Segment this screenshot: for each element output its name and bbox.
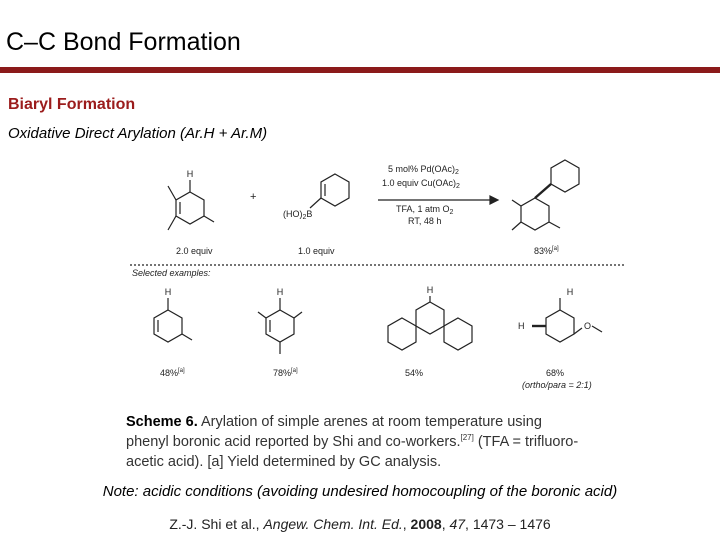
example-3-H: H — [426, 285, 434, 295]
reaction-scheme-figure — [120, 150, 640, 480]
phenylboronic-acid-structure — [310, 174, 349, 208]
example-1-structure — [154, 298, 192, 342]
substrate-H-label: H — [186, 169, 194, 179]
example-3-yield: 54% — [405, 368, 424, 378]
boronic-label: $(HO)_2B$ — [283, 209, 313, 221]
equiv-boronic: 1.0 equiv — [298, 246, 335, 256]
example-4-side-H: H — [518, 321, 525, 331]
caption-line-2: phenyl boronic acid reported by Shi and co-workers.[27] (TFA = trifluoro- — [126, 433, 579, 450]
selected-examples-label: Selected examples: — [132, 268, 211, 278]
slide-title: C–C Bond Formation — [6, 28, 241, 56]
product-biaryl-structure — [512, 160, 579, 230]
equiv-substrate: 2.0 equiv — [176, 246, 213, 256]
example-1-yield: 48%[a] — [160, 368, 185, 378]
plus-sign: + — [250, 191, 257, 203]
ref-pages: , 1473 – 1476 — [465, 516, 551, 532]
section-heading: Biaryl Formation — [8, 96, 136, 113]
ref-sep: , — [402, 516, 411, 532]
caption-line-1: Scheme 6. Arylation of simple arenes at room temperature using — [126, 414, 542, 430]
example-4-yield: 68% — [546, 368, 565, 378]
example-4-anisole-structure — [532, 298, 602, 342]
example-2-structure — [258, 298, 302, 354]
ref-journal: Angew. Chem. Int. Ed. — [263, 516, 403, 532]
substrate-xylene-structure — [168, 180, 214, 230]
example-3-phenanthrene-structure — [388, 296, 472, 350]
condition-time: RT, 48 h — [408, 216, 442, 226]
condition-acid: TFA, 1 atm $O_2$ — [396, 204, 454, 216]
arrow-head — [490, 196, 498, 204]
ref-volume: 47 — [449, 516, 466, 532]
example-1-H: H — [164, 287, 172, 297]
example-2-H: H — [276, 287, 284, 297]
example-4-H: H — [566, 287, 574, 297]
reference-citation — [0, 516, 720, 532]
ref-sep2: , — [441, 516, 450, 532]
main-yield: 83%[a] — [534, 246, 559, 256]
subsection-heading: Oxidative Direct Arylation (Ar.H + Ar.M) — [8, 125, 268, 142]
ref-authors: Z.-J. Shi et al., — [169, 516, 264, 532]
example-2-yield: 78%[a] — [273, 368, 298, 378]
caption-line-3: acetic acid). [a] Yield determined by GC analysis. — [126, 454, 442, 470]
ref-year: 2008 — [410, 516, 442, 532]
condition-catalyst: 5 mol% $Pd(OAc)_2$ — [388, 164, 459, 176]
example-4-O-label: O — [584, 321, 592, 331]
condition-oxidant: 1.0 equiv $Cu(OAc)_2$ — [382, 178, 460, 190]
note-text: Note: acidic conditions (avoiding undesired homocoupling of the boronic acid) — [102, 483, 618, 500]
title-divider — [0, 67, 720, 73]
example-4-selectivity: (ortho/para = 2:1) — [522, 380, 592, 390]
